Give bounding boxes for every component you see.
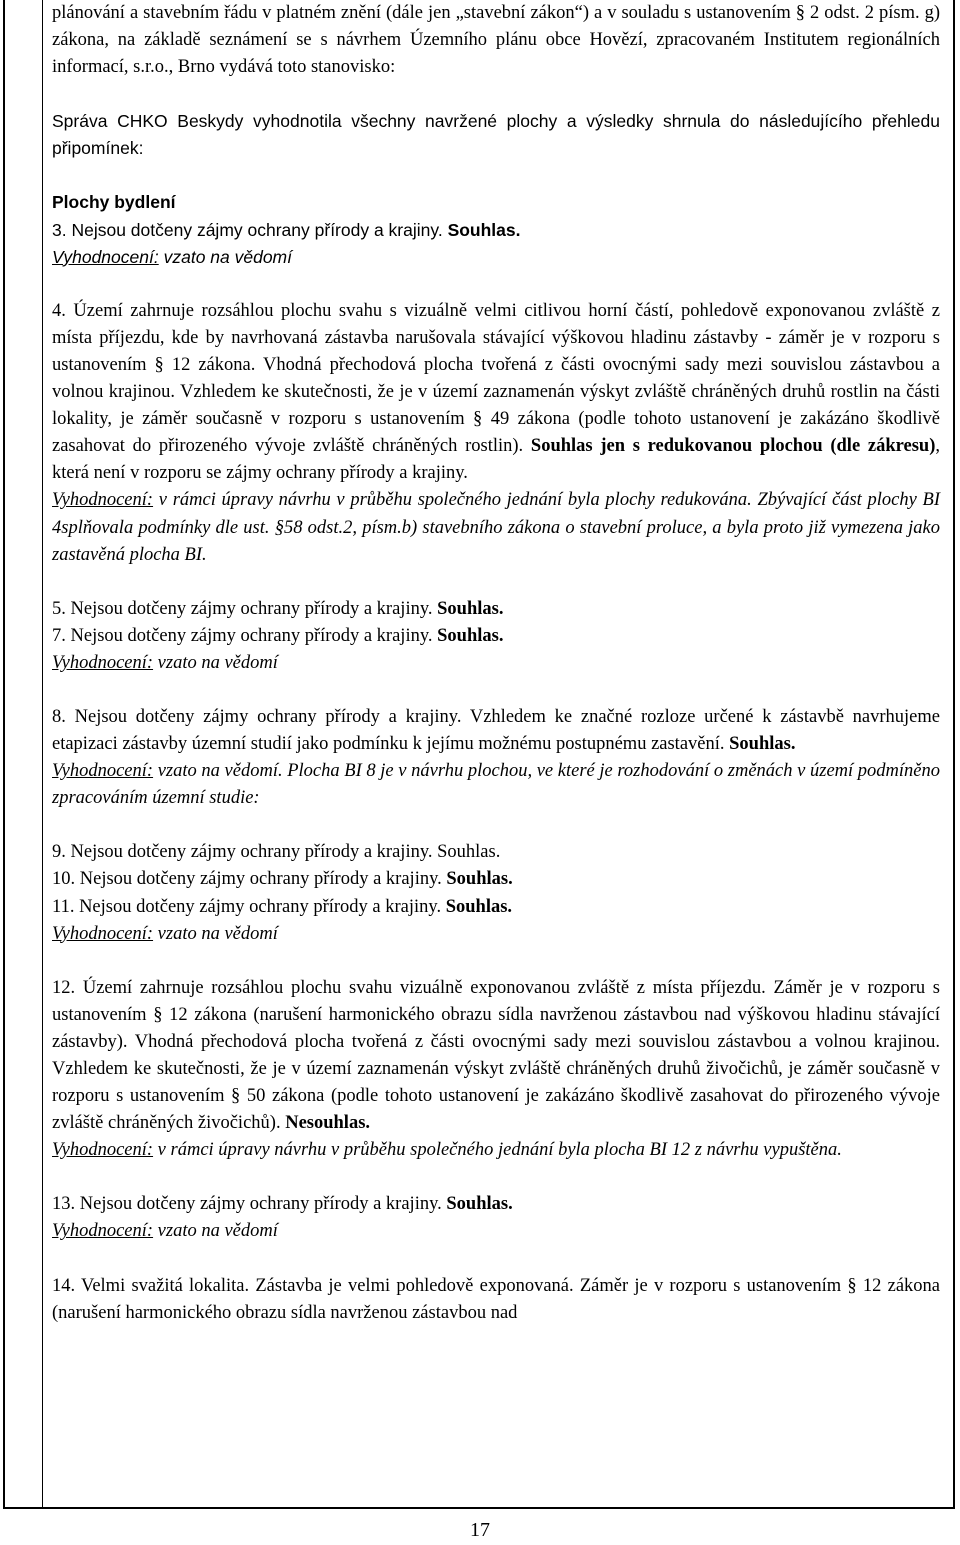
item-11 bbox=[52, 894, 940, 921]
item-12-verdict: Nesouhlas. bbox=[285, 1113, 371, 1134]
evaluation-label: Vyhodnocení: bbox=[52, 246, 159, 267]
evaluation-label: Vyhodnocení: bbox=[52, 490, 154, 511]
item-13-verdict: Souhlas. bbox=[446, 1194, 513, 1215]
item-14: 14. Velmi svažitá lokalita. Zástavba je velmi pohledově exponovaná. Záměr je v rozporu s ustanovením § 12 zákona (narušení harmonického obrazu sídla navrženou zástavbou nad bbox=[52, 1275, 940, 1323]
item-5-verdict: Souhlas. bbox=[437, 598, 504, 619]
item-7-verdict: Souhlas. bbox=[437, 625, 504, 646]
evaluation-8 bbox=[52, 758, 940, 812]
item-11-text: 11. Nejsou dotčeny zájmy ochrany přírody a krajiny. bbox=[52, 896, 442, 917]
evaluation-label: Vyhodnocení: bbox=[52, 1140, 154, 1161]
evaluation-12 bbox=[52, 1137, 940, 1164]
item-8-verdict: Souhlas. bbox=[729, 734, 796, 755]
item-4-rest: , která není v rozporu se zájmy ochrany přírody a krajiny. bbox=[52, 436, 940, 484]
item-10 bbox=[52, 866, 940, 893]
evaluation-4 bbox=[52, 487, 940, 568]
item-5-text: 5. Nejsou dotčeny zájmy ochrany přírody a krajiny. bbox=[52, 598, 433, 619]
item-5 bbox=[52, 596, 940, 623]
item-7 bbox=[52, 623, 940, 650]
item-8-text: 8. Nejsou dotčeny zájmy ochrany přírody a krajiny. Vzhledem ke značné rozloze určené k zástavbě navrhujeme etapizaci zástavby územní studií jako podmínku k jejímu možnému postupnému zastavění. bbox=[52, 706, 940, 755]
evaluation-3 bbox=[52, 244, 940, 271]
item-10-text: 10. Nejsou dotčeny zájmy ochrany přírody a krajiny. bbox=[52, 869, 442, 890]
item-10-verdict: Souhlas. bbox=[446, 869, 513, 890]
evaluation-text: vzato na vědomí bbox=[163, 246, 292, 267]
item-3 bbox=[52, 217, 940, 244]
evaluation-text: v rámci úpravy návrhu v průběhu společného jednání byla plochy redukována. Zbývající část plochy BI 4splňovala podmínky dle ust. §58 odst.2, písm.b) stavebního zákona o stavební proluce, a byla proto již vymezena jako zastavěná plocha BI. bbox=[52, 490, 940, 565]
evaluation-13 bbox=[52, 1218, 940, 1245]
item-13-text: 13. Nejsou dotčeny zájmy ochrany přírody a krajiny. bbox=[52, 1194, 442, 1215]
item-3-text: 3. Nejsou dotčeny zájmy ochrany přírody a krajiny. bbox=[52, 219, 443, 240]
evaluation-text: vzato na vědomí bbox=[157, 923, 278, 944]
summary-paragraph: Správa CHKO Beskydy vyhodnotila všechny navržené plochy a výsledky shrnula do následujícího přehledu připomínek: bbox=[52, 111, 940, 159]
item-12 bbox=[52, 975, 940, 1138]
intro-paragraph: plánování a stavebním řádu v platném znění (dále jen „stavební zákon“) a v souladu s ustanovením § 2 odst. 2 písm. g) zákona, na základě seznámení se s návrhem Územního plánu obce Hovězí, zpracovaném Institutem regionálních informací, s.r.o., Brno vydává toto stanovisko: bbox=[52, 3, 940, 78]
evaluation-text: vzato na vědomí bbox=[157, 1221, 278, 1242]
item-13 bbox=[52, 1191, 940, 1218]
evaluation-label: Vyhodnocení: bbox=[52, 652, 154, 673]
evaluation-5-7 bbox=[52, 650, 940, 677]
evaluation-label: Vyhodnocení: bbox=[52, 1221, 154, 1242]
section-title: Plochy bydlení bbox=[52, 192, 176, 213]
evaluation-text: vzato na vědomí. Plocha BI 8 je v návrhu plochou, ve které je rozhodování o změnách v území podmíněno zpracováním územní studie: bbox=[52, 761, 941, 809]
item-3-verdict: Souhlas. bbox=[447, 219, 521, 240]
evaluation-text: vzato na vědomí bbox=[157, 652, 278, 673]
evaluation-label: Vyhodnocení: bbox=[52, 761, 154, 782]
item-4-verdict: Souhlas jen s redukovanou plochou (dle zákresu) bbox=[530, 436, 936, 457]
evaluation-text: v rámci úpravy návrhu v průběhu společného jednání byla plocha BI 12 z návrhu vypuštěna. bbox=[157, 1140, 842, 1161]
page-number: 17 bbox=[470, 1519, 490, 1541]
item-12-text: 12. Území zahrnuje rozsáhlou plochu svahu vizuálně exponovanou zvláště z místa příjezdu. Záměr je v rozporu s ustanovením § 12 zákona (narušení harmonického obrazu sídla navrženou zástavbou nad výškovou hladinu stávající zástavby). Vhodná přechodová plocha tvořená z části ovocnými sady mezi souvislou zástavbou a volnou krajinou. Vzhledem ke skutečnosti, že je v území zaznamenán výskyt zvláště chráněných druhů živočichů, je záměr současně v rozporu s ustanovením § 50 zákona (podle tohoto ustanovení je zakázáno škodlivě zasahovat do přirozeného vývoje zvláště chráněných živočichů). bbox=[52, 977, 940, 1134]
evaluation-label: Vyhodnocení: bbox=[52, 923, 154, 944]
item-4 bbox=[52, 298, 940, 488]
evaluation-9-11 bbox=[52, 921, 940, 948]
item-4-text: 4. Území zahrnuje rozsáhlou plochu svahu s vizuálně velmi citlivou horní částí, pohledově exponovanou zvláště z místa příjezdu, kde by navrhovaná zástavba narušovala stávající výškovou hladinu zástavby - záměr je v rozporu s ustanovením § 12 zákona. Vhodná přechodová plocha tvořená z části ovocnými sady mezi souvislou zástavbou a volnou krajinou. Vzhledem ke skutečnosti, že je v území zaznamenán výskyt zvláště chráněných druhů rostlin na části lokality, je záměr současně v rozporu s ustanovením § 49 zákona (podle tohoto ustanovení je zakázáno škodlivě zasahovat do přirozeného vývoje zvláště chráněných rostlin). bbox=[52, 300, 940, 457]
item-11-verdict: Souhlas. bbox=[445, 896, 513, 917]
document-body bbox=[52, 0, 940, 1327]
item-9: 9. Nejsou dotčeny zájmy ochrany přírody a krajiny. Souhlas. bbox=[52, 842, 501, 863]
item-7-text: 7. Nejsou dotčeny zájmy ochrany přírody a krajiny. bbox=[52, 625, 433, 646]
margin-line bbox=[42, 0, 43, 1507]
item-8 bbox=[52, 704, 940, 758]
